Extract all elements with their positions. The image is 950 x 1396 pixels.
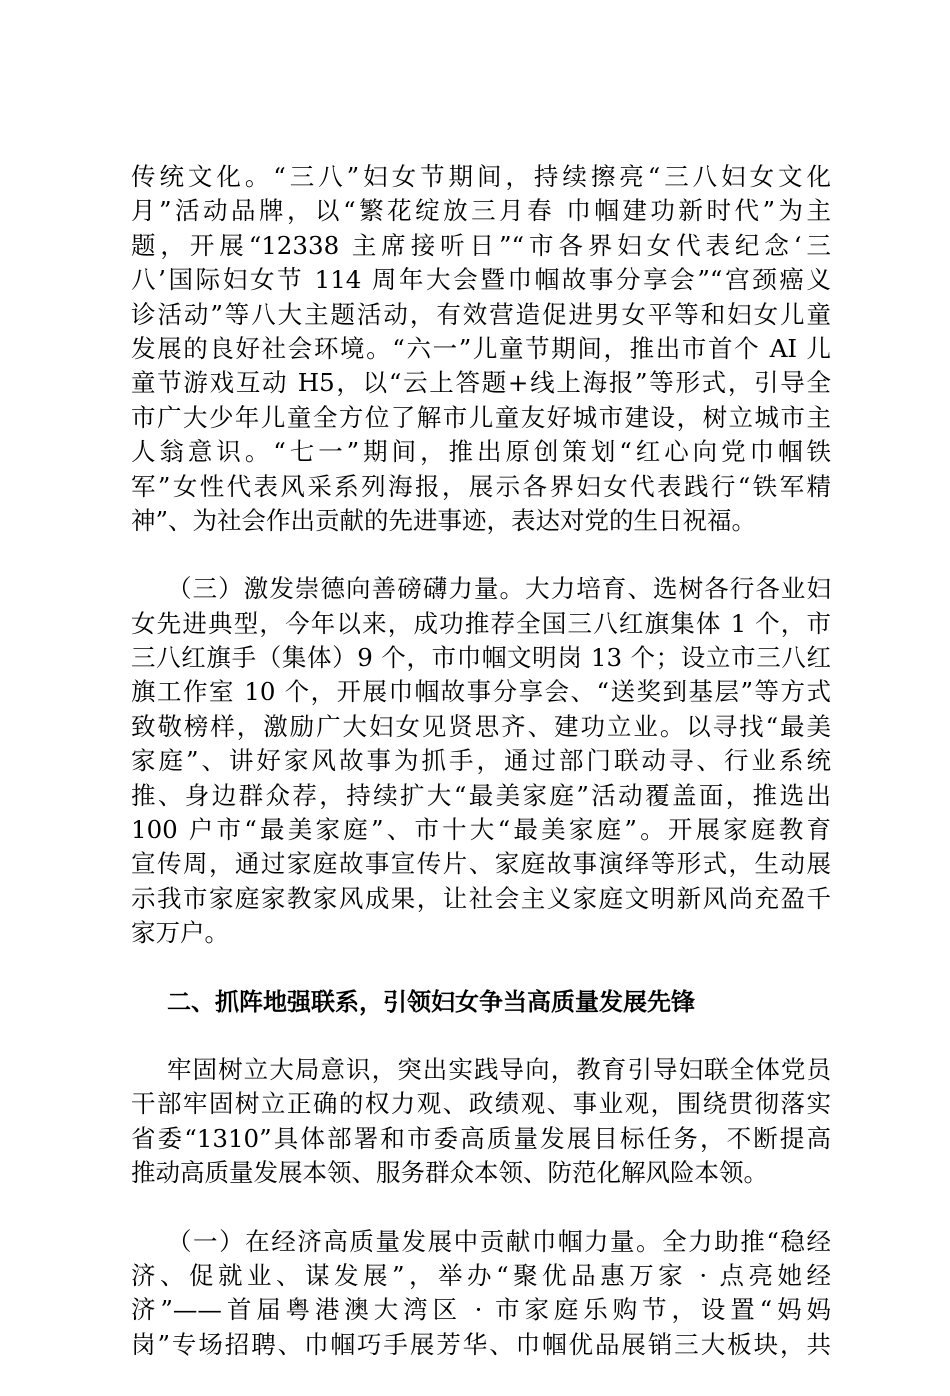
text-line: 省委“1310”具体部署和市委高质量发展目标任务，不断提高 [131,1123,831,1153]
text-line: 100 户市“最美家庭”、市十大“最美家庭”。开展家庭教育 [131,815,831,845]
text-line: 童节游戏互动 H5，以“云上答题+线上海报”等形式，引导全 [131,368,831,398]
paragraph-economic-development [131,1225,831,1363]
paragraph-overall-awareness [131,1053,831,1191]
text-line: 致敬榜样，激励广大妇女见贤思齐、建功立业。以寻找“最美 [131,711,831,741]
text-line: 牢固树立大局意识，突出实践导向，教育引导妇联全体党员 [167,1054,831,1084]
text-line: 八’国际妇女节 114 周年大会暨巾帼故事分享会”“宫颈癌义 [131,265,831,295]
text-line: 旗工作室 10 个，开展巾帼故事分享会、“送奖到基层”等方式 [131,677,831,707]
text-line: 示我市家庭家教家风成果，让社会主义家庭文明新风尚充盈千 [131,883,831,913]
text-line: 干部牢固树立正确的权力观、政绩观、事业观，围绕贯彻落实 [131,1089,831,1119]
paragraph-role-models [131,572,831,950]
paragraph-traditional-culture [131,160,831,538]
text-line: 诊活动”等八大主题活动，有效营造促进男女平等和妇女儿童 [131,299,831,329]
text-line: 三八红旗手（集体）9 个，市巾帼文明岗 13 个；设立市三八红 [131,643,831,673]
text-line: 推动高质量发展本领、服务群众本领、防范化解风险本领。 [131,1158,768,1188]
text-line: 人翁意识。“七一”期间，推出原创策划“红心向党巾帼铁 [131,437,831,467]
text-line: 军”女性代表风采系列海报，展示各界妇女代表践行“铁军精 [131,471,831,501]
text-line: （一）在经济高质量发展中贡献巾帼力量。全力助推“稳经 [167,1226,831,1256]
text-line: 岗”专场招聘、巾帼巧手展芳华、巾帼优品展销三大板块，共 [131,1329,831,1359]
text-line: 宣传周，通过家庭故事宣传片、家庭故事演绎等形式，生动展 [131,849,831,879]
text-line: 市广大少年儿童全方位了解市儿童友好城市建设，树立城市主 [131,402,831,432]
text-line: 发展的良好社会环境。“六一”儿童节期间，推出市首个 AI 儿 [131,333,831,363]
text-line: 推、身边群众荐，持续扩大“最美家庭”活动覆盖面，推选出 [131,780,831,810]
text-line: 济、促就业、谋发展”，举办“聚优品惠万家 · 点亮她经 [131,1260,831,1290]
text-line: 月”活动品牌，以“繁花绽放三月春 巾帼建功新时代”为主 [131,196,831,226]
text-line: 家庭”、讲好家风故事为抓手，通过部门联动寻、行业系统 [131,746,831,776]
text-line: 题，开展“12338 主席接听日”“市各界妇女代表纪念‘三 [131,230,831,260]
text-line: 家万户。 [131,918,229,948]
section-heading: 二、抓阵地强联系，引领妇女争当高质量发展先锋 [167,987,695,1016]
text-line: 济”——首届粤港澳大湾区 · 市家庭乐购节，设置“妈妈 [131,1295,831,1325]
document-page [131,160,831,1396]
text-line: 女先进典型，今年以来，成功推荐全国三八红旗集体 1 个，市 [131,608,831,638]
text-line: 传统文化。“三八”妇女节期间，持续擦亮“三八妇女文化 [131,162,831,191]
text-line: （三）激发崇德向善磅礴力量。大力培育、选树各行各业妇 [167,574,831,604]
text-line: 神”、为社会作出贡献的先进事迹，表达对党的生日祝福。 [131,505,757,535]
